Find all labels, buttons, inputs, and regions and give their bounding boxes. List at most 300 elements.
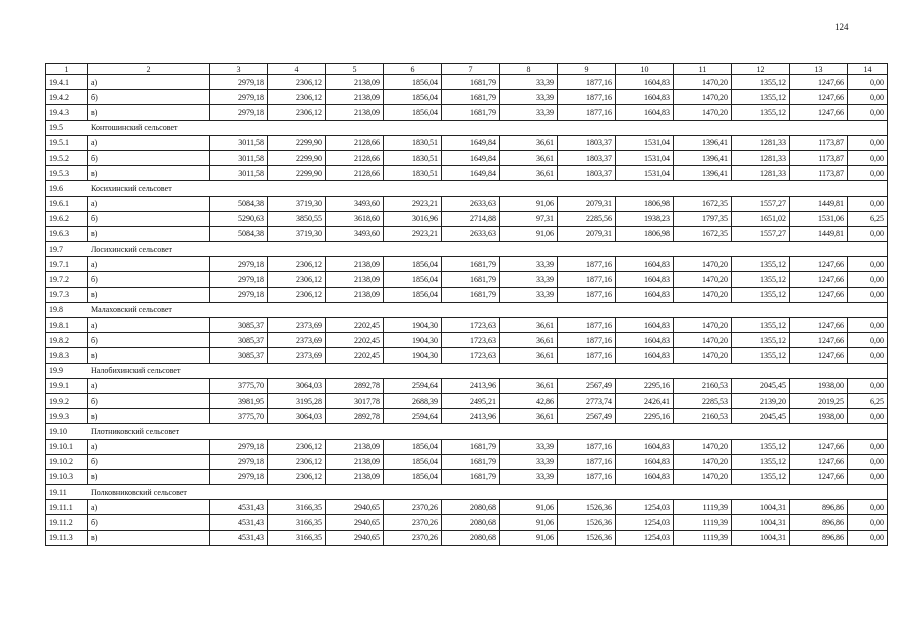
value-cell: 2306,12 [268,90,326,105]
value-cell: 1557,27 [732,196,790,211]
value-cell: 2160,53 [674,378,732,393]
row-variant: б) [88,393,210,408]
value-cell: 1531,04 [616,135,674,150]
value-cell: 1247,66 [790,439,848,454]
value-cell: 91,06 [500,226,558,241]
section-row [46,485,888,500]
value-cell: 3064,03 [268,378,326,393]
value-cell: 2567,49 [558,409,616,424]
value-cell: 1877,16 [558,105,616,120]
value-cell: 3011,58 [210,150,268,165]
value-cell: 0,00 [848,90,888,105]
value-cell: 91,06 [500,500,558,515]
value-cell: 1254,03 [616,515,674,530]
value-cell: 2080,68 [442,515,500,530]
column-number-cell: 10 [616,64,674,75]
table-row [46,75,888,90]
value-cell: 2940,65 [326,530,384,545]
row-variant: в) [88,166,210,181]
value-cell: 1938,00 [790,378,848,393]
value-cell: 1723,63 [442,333,500,348]
row-code: 19.7.3 [46,287,88,302]
value-cell: 2128,66 [326,135,384,150]
section-title: Малаховский сельсовет [91,305,172,315]
value-cell: 0,00 [848,378,888,393]
section-heading [46,242,888,257]
value-cell: 2138,09 [326,439,384,454]
row-code: 19.4.2 [46,90,88,105]
column-number-cell: 12 [732,64,790,75]
value-cell: 3493,60 [326,196,384,211]
value-cell: 1531,04 [616,150,674,165]
value-cell: 1877,16 [558,318,616,333]
value-cell: 2306,12 [268,439,326,454]
value-cell: 2080,68 [442,530,500,545]
value-cell: 2202,45 [326,318,384,333]
value-cell: 1856,04 [384,75,442,90]
section-row [46,181,888,196]
table-row [46,166,888,181]
value-cell: 0,00 [848,75,888,90]
value-cell: 33,39 [500,272,558,287]
column-number-cell: 4 [268,64,326,75]
value-cell: 1470,20 [674,90,732,105]
row-code: 19.11.1 [46,500,88,515]
value-cell: 1449,81 [790,196,848,211]
value-cell: 3775,70 [210,409,268,424]
table-row [46,393,888,408]
value-cell: 1557,27 [732,226,790,241]
value-cell: 1856,04 [384,90,442,105]
value-cell: 2979,18 [210,439,268,454]
value-cell: 33,39 [500,439,558,454]
value-cell: 2413,96 [442,409,500,424]
value-cell: 1247,66 [790,454,848,469]
value-cell: 0,00 [848,530,888,545]
value-cell: 2295,16 [616,409,674,424]
value-cell: 1470,20 [674,257,732,272]
row-variant: в) [88,287,210,302]
value-cell: 1604,83 [616,439,674,454]
value-cell: 1355,12 [732,348,790,363]
row-variant: а) [88,75,210,90]
section-code: 19.9 [49,366,63,376]
value-cell: 0,00 [848,287,888,302]
value-cell: 2370,26 [384,515,442,530]
value-cell: 1355,12 [732,272,790,287]
value-cell: 1470,20 [674,333,732,348]
value-cell: 1355,12 [732,287,790,302]
row-variant: б) [88,333,210,348]
column-number-cell: 13 [790,64,848,75]
section-title: Полковниковский сельсовет [91,487,187,497]
value-cell: 3981,95 [210,393,268,408]
value-cell: 1877,16 [558,272,616,287]
value-cell: 1797,35 [674,211,732,226]
value-cell: 2940,65 [326,515,384,530]
row-code: 19.11.3 [46,530,88,545]
table-row [46,530,888,545]
value-cell: 2940,65 [326,500,384,515]
row-variant: а) [88,196,210,211]
row-variant: а) [88,257,210,272]
value-cell: 1806,98 [616,196,674,211]
table-row [46,318,888,333]
row-variant: а) [88,500,210,515]
table-row [46,378,888,393]
value-cell: 2979,18 [210,287,268,302]
value-cell: 3085,37 [210,318,268,333]
section-title: Косихинский сельсовет [91,183,172,193]
value-cell: 2306,12 [268,75,326,90]
column-number-cell: 9 [558,64,616,75]
section-code: 19.5 [49,123,63,133]
value-cell: 1470,20 [674,469,732,484]
value-cell: 1004,31 [732,515,790,530]
row-variant: б) [88,515,210,530]
value-cell: 3011,58 [210,166,268,181]
value-cell: 896,86 [790,500,848,515]
value-cell: 1173,87 [790,150,848,165]
value-cell: 2370,26 [384,500,442,515]
value-cell: 2306,12 [268,257,326,272]
value-cell: 33,39 [500,105,558,120]
value-cell: 2138,09 [326,454,384,469]
value-cell: 1355,12 [732,105,790,120]
value-cell: 1723,63 [442,318,500,333]
value-cell: 2495,21 [442,393,500,408]
row-code: 19.6.3 [46,226,88,241]
value-cell: 2923,21 [384,226,442,241]
value-cell: 1856,04 [384,287,442,302]
value-cell: 2979,18 [210,257,268,272]
row-code: 19.10.1 [46,439,88,454]
section-row [46,424,888,439]
table-body [46,64,888,546]
value-cell: 1355,12 [732,469,790,484]
value-cell: 2138,09 [326,272,384,287]
value-cell: 2714,88 [442,211,500,226]
row-code: 19.7.2 [46,272,88,287]
value-cell: 3017,78 [326,393,384,408]
table-row [46,105,888,120]
value-cell: 1281,33 [732,166,790,181]
value-cell: 0,00 [848,439,888,454]
value-cell: 2285,53 [674,393,732,408]
value-cell: 2979,18 [210,272,268,287]
page-number: 124 [835,22,849,32]
value-cell: 2892,78 [326,378,384,393]
value-cell: 1355,12 [732,454,790,469]
table-row [46,90,888,105]
value-cell: 91,06 [500,530,558,545]
value-cell: 1830,51 [384,135,442,150]
table-row [46,409,888,424]
row-code: 19.8.3 [46,348,88,363]
section-row [46,242,888,257]
row-variant: а) [88,135,210,150]
value-cell: 3618,60 [326,211,384,226]
value-cell: 1681,79 [442,257,500,272]
value-cell: 1877,16 [558,333,616,348]
value-cell: 896,86 [790,515,848,530]
row-code: 19.5.2 [46,150,88,165]
value-cell: 6,25 [848,393,888,408]
value-cell: 1247,66 [790,272,848,287]
value-cell: 1470,20 [674,75,732,90]
value-cell: 0,00 [848,348,888,363]
value-cell: 2426,41 [616,393,674,408]
value-cell: 1681,79 [442,439,500,454]
section-heading [46,424,888,439]
value-cell: 2138,09 [326,257,384,272]
value-cell: 33,39 [500,90,558,105]
value-cell: 1604,83 [616,318,674,333]
value-cell: 1119,39 [674,500,732,515]
section-row [46,120,888,135]
table-row [46,454,888,469]
value-cell: 1604,83 [616,257,674,272]
value-cell: 3011,58 [210,135,268,150]
value-cell: 0,00 [848,469,888,484]
column-number-cell: 11 [674,64,732,75]
section-row [46,363,888,378]
value-cell: 2080,68 [442,500,500,515]
value-cell: 1681,79 [442,75,500,90]
value-cell: 1856,04 [384,272,442,287]
value-cell: 1856,04 [384,105,442,120]
value-cell: 1672,35 [674,226,732,241]
value-cell: 1681,79 [442,287,500,302]
row-variant: б) [88,211,210,226]
row-code: 19.4.3 [46,105,88,120]
value-cell: 1470,20 [674,318,732,333]
section-code: 19.6 [49,183,63,193]
value-cell: 2633,63 [442,196,500,211]
value-cell: 3775,70 [210,378,268,393]
value-cell: 2138,09 [326,75,384,90]
value-cell: 1470,20 [674,454,732,469]
value-cell: 2019,25 [790,393,848,408]
value-cell: 2306,12 [268,287,326,302]
value-cell: 1254,03 [616,500,674,515]
section-row [46,302,888,317]
value-cell: 4531,43 [210,515,268,530]
value-cell: 2045,45 [732,378,790,393]
value-cell: 0,00 [848,135,888,150]
table-row [46,348,888,363]
value-cell: 4531,43 [210,530,268,545]
value-cell: 1649,84 [442,166,500,181]
section-title: Лосихинский сельсовет [91,244,172,254]
value-cell: 1877,16 [558,348,616,363]
column-number-row [46,64,888,75]
section-code: 19.7 [49,244,63,254]
value-cell: 1604,83 [616,105,674,120]
value-cell: 0,00 [848,105,888,120]
section-heading [46,302,888,317]
value-cell: 2299,90 [268,166,326,181]
section-heading [46,120,888,135]
value-cell: 2299,90 [268,150,326,165]
value-cell: 36,61 [500,135,558,150]
value-cell: 1173,87 [790,166,848,181]
value-cell: 1649,84 [442,150,500,165]
tariff-table [45,63,888,546]
value-cell: 1355,12 [732,90,790,105]
row-code: 19.10.2 [46,454,88,469]
value-cell: 2773,74 [558,393,616,408]
row-variant: б) [88,454,210,469]
value-cell: 2594,64 [384,409,442,424]
row-variant: б) [88,90,210,105]
value-cell: 1470,20 [674,348,732,363]
value-cell: 1004,31 [732,530,790,545]
value-cell: 1806,98 [616,226,674,241]
value-cell: 1604,83 [616,287,674,302]
value-cell: 2306,12 [268,105,326,120]
value-cell: 36,61 [500,378,558,393]
row-code: 19.9.2 [46,393,88,408]
row-code: 19.9.3 [46,409,88,424]
value-cell: 1355,12 [732,257,790,272]
value-cell: 2138,09 [326,469,384,484]
value-cell: 1681,79 [442,469,500,484]
value-cell: 0,00 [848,226,888,241]
value-cell: 97,31 [500,211,558,226]
section-title: Контошинский сельсовет [91,123,178,133]
value-cell: 1470,20 [674,439,732,454]
value-cell: 36,61 [500,166,558,181]
value-cell: 1526,36 [558,500,616,515]
row-code: 19.6.2 [46,211,88,226]
value-cell: 1470,20 [674,272,732,287]
row-variant: б) [88,272,210,287]
table-row [46,439,888,454]
table-row [46,333,888,348]
value-cell: 5290,63 [210,211,268,226]
value-cell: 1856,04 [384,439,442,454]
value-cell: 1254,03 [616,530,674,545]
row-variant: в) [88,348,210,363]
value-cell: 91,06 [500,515,558,530]
value-cell: 1877,16 [558,287,616,302]
section-title: Налобихинский сельсовет [91,366,181,376]
value-cell: 2285,56 [558,211,616,226]
value-cell: 1531,06 [790,211,848,226]
row-code: 19.7.1 [46,257,88,272]
value-cell: 3166,35 [268,500,326,515]
value-cell: 1355,12 [732,75,790,90]
value-cell: 1396,41 [674,135,732,150]
value-cell: 1526,36 [558,530,616,545]
value-cell: 1830,51 [384,166,442,181]
value-cell: 2892,78 [326,409,384,424]
value-cell: 2306,12 [268,272,326,287]
value-cell: 1604,83 [616,454,674,469]
table-row [46,257,888,272]
value-cell: 3719,30 [268,196,326,211]
value-cell: 0,00 [848,409,888,424]
row-variant: в) [88,469,210,484]
value-cell: 1604,83 [616,75,674,90]
value-cell: 2139,20 [732,393,790,408]
value-cell: 1355,12 [732,318,790,333]
table-row [46,135,888,150]
column-number-cell: 14 [848,64,888,75]
value-cell: 1604,83 [616,90,674,105]
value-cell: 33,39 [500,75,558,90]
value-cell: 0,00 [848,166,888,181]
value-cell: 1604,83 [616,469,674,484]
value-cell: 33,39 [500,257,558,272]
value-cell: 1396,41 [674,150,732,165]
row-variant: в) [88,226,210,241]
value-cell: 3195,28 [268,393,326,408]
table-row [46,469,888,484]
value-cell: 1803,37 [558,135,616,150]
section-code: 19.10 [49,426,67,436]
value-cell: 2160,53 [674,409,732,424]
section-heading [46,485,888,500]
value-cell: 2979,18 [210,105,268,120]
value-cell: 1247,66 [790,348,848,363]
value-cell: 3166,35 [268,515,326,530]
value-cell: 0,00 [848,196,888,211]
value-cell: 2202,45 [326,348,384,363]
value-cell: 1396,41 [674,166,732,181]
value-cell: 1830,51 [384,150,442,165]
value-cell: 2079,31 [558,196,616,211]
table-row [46,287,888,302]
value-cell: 1247,66 [790,469,848,484]
value-cell: 1247,66 [790,75,848,90]
value-cell: 36,61 [500,318,558,333]
column-number-cell: 3 [210,64,268,75]
value-cell: 91,06 [500,196,558,211]
value-cell: 1681,79 [442,272,500,287]
value-cell: 1856,04 [384,257,442,272]
value-cell: 2567,49 [558,378,616,393]
row-code: 19.8.1 [46,318,88,333]
value-cell: 1649,84 [442,135,500,150]
value-cell: 2138,09 [326,90,384,105]
row-variant: б) [88,150,210,165]
value-cell: 1877,16 [558,454,616,469]
value-cell: 2979,18 [210,75,268,90]
section-heading [46,181,888,196]
row-variant: а) [88,439,210,454]
value-cell: 1672,35 [674,196,732,211]
value-cell: 1355,12 [732,333,790,348]
value-cell: 1247,66 [790,105,848,120]
value-cell: 2202,45 [326,333,384,348]
value-cell: 1119,39 [674,515,732,530]
value-cell: 2128,66 [326,150,384,165]
value-cell: 4531,43 [210,500,268,515]
value-cell: 2138,09 [326,287,384,302]
value-cell: 1247,66 [790,333,848,348]
value-cell: 1355,12 [732,439,790,454]
value-cell: 1803,37 [558,166,616,181]
table-row [46,196,888,211]
value-cell: 2370,26 [384,530,442,545]
value-cell: 1877,16 [558,75,616,90]
value-cell: 1526,36 [558,515,616,530]
value-cell: 1173,87 [790,135,848,150]
value-cell: 33,39 [500,454,558,469]
table-row [46,272,888,287]
